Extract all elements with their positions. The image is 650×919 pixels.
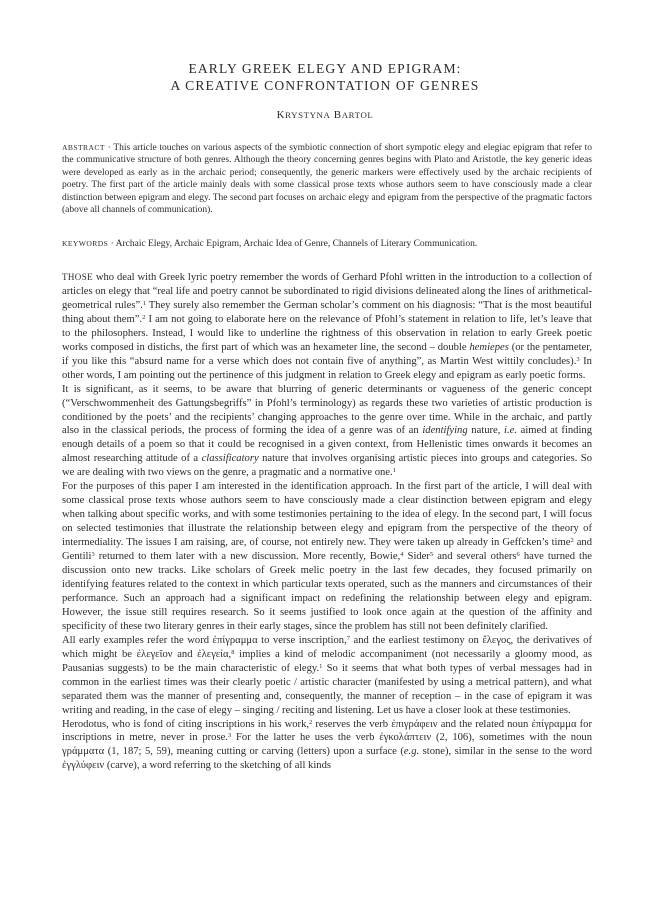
text-run: and Gentili bbox=[62, 537, 592, 563]
author-first-initial: K bbox=[276, 109, 286, 121]
footnote-ref[interactable]: 3 bbox=[91, 551, 95, 559]
title-line-2: A CREATIVE CONFRONTATION OF GENRES bbox=[170, 78, 480, 93]
italic-term: identifying bbox=[422, 425, 468, 437]
text-run: stone), similar in the sense to the word ἐγγλύφειν (carve), a word referring to the sketching of all kinds bbox=[62, 746, 592, 772]
italic-term: i.e. bbox=[504, 425, 517, 437]
italic-term: hemiepes bbox=[469, 341, 509, 353]
text-run: It is significant, as it seems, to be aware that blurring of generic determinants or vagueness of the generic concept (“Verschwommenheit des Gattungsbegriffs” in Pfohl’s terminology) as regards these two varieties of artistic production is conditioned by the poets’ and the recipients’ changing approaches to the genre over time. While in the archaic, and partly also in the classical periods, the process of forming the idea of a genre was of an bbox=[62, 383, 592, 437]
article-title bbox=[0, 60, 650, 94]
text-run: (or the pentameter, if you like this “absurd name for a verse which does not contain five of anything”, as Martin West wittily concludes). bbox=[62, 341, 592, 367]
abstract bbox=[62, 142, 592, 216]
abstract-label: ABSTRACT bbox=[62, 143, 105, 152]
text-run: Herodotus, who is fond of citing inscriptions in his work, bbox=[62, 718, 310, 730]
text-run: All early examples refer the word ἐπίγραμμα to verse inscription, bbox=[62, 634, 347, 646]
text-run: implies a kind of melodic accompaniment (not necessarily a gloomy mood, as Pausanias suggests) to be the main characteristic of elegy. bbox=[62, 648, 592, 674]
footnote-ref[interactable]: 3 bbox=[576, 355, 580, 363]
text-run: Sider bbox=[403, 551, 430, 563]
footnote-ref[interactable]: 1 bbox=[142, 299, 147, 307]
footnote-ref[interactable]: 7 bbox=[346, 634, 350, 642]
text-run: In other words, I am pointing out the pertinence of this judgment in relation to Greek elegy and epigram as early poetic forms. bbox=[62, 355, 592, 381]
paragraph-1 bbox=[62, 271, 592, 383]
paragraph-3 bbox=[62, 480, 592, 633]
footnote-ref[interactable]: 2 bbox=[142, 313, 146, 321]
text-run: For the purposes of this paper I am interested in the identification approach. In the first part of the article, I will deal with some classical prose texts whose authors seem to have consciously made a clear distinction between epigram and elegy when talking about specific works, and with some testimonies pertaining to the idea of elegy. In the second part, I will focus on selected testimonies that illustrate the relationship between elegy and epigram from the perspective of the theory of intermediality. The issues I am raising, are, of course, not entirely new. They were taken up already in Geffcken’s time bbox=[62, 481, 592, 549]
text-run: and the earliest testimony on ἔλεγος, the derivatives of which might be ἐλεγεῖον and ἐλεγεία, bbox=[62, 634, 592, 660]
title-line-1: EARLY GREEK ELEGY AND EPIGRAM: bbox=[188, 61, 462, 76]
author-last-initial: B bbox=[333, 109, 342, 121]
keywords-text: · Archaic Elegy, Archaic Epigram, Archaic Idea of Genre, Channels of Literary Communication. bbox=[108, 239, 478, 249]
abstract-text: · This article touches on various aspects of the symbiotic connection of short sympotic elegy and elegiac epigram that refer to the communicative structure of both genres. Although the theory concerning genres begins with Plato and Aristotle, the key generic ideas were developed as early as in the archaic period; consequently, the generic markers were effectively used by the archaic recipients of poetry. The first part of the article mainly deals with some classical prose texts whose authors seem to have consciously made a clear distinction between epigram and elegy. The second part focuses on archaic elegy and epigram from the perspective of the pragmatic factors (above all channels of communication). bbox=[62, 143, 592, 216]
author-name bbox=[0, 109, 650, 121]
lead-word: THOSE bbox=[62, 272, 93, 282]
keywords bbox=[62, 238, 592, 250]
text-run: who deal with Greek lyric poetry remember the words of Gerhard Pfohl written in the introduction to a collection of articles on elegy that “real life and poetry cannot be subordinated to rigid divisions delineated along the lines of arithmetical-geometrical rules”. bbox=[62, 272, 592, 311]
italic-term: classificatory bbox=[201, 453, 259, 465]
footnote-ref[interactable]: 4 bbox=[400, 551, 404, 559]
text-run: nature that involves organising artistic pieces into groups and categories. So we are dealing with two views on the genre, a pragmatic and a normative one. bbox=[62, 453, 592, 479]
italic-term: e.g. bbox=[403, 746, 420, 758]
author-last-rest: ARTOL bbox=[341, 110, 374, 120]
footnote-ref[interactable]: 3 bbox=[227, 732, 232, 740]
paragraph-5 bbox=[62, 718, 592, 774]
author-first-rest: RYSTYNA bbox=[285, 110, 331, 120]
keywords-label: KEYWORDS bbox=[62, 239, 109, 248]
text-run: I am not going to elaborate here on the relevance of Pfohl’s statement in relation to life, let’s leave that to the philosophers. Instead, I would like to underline the rightness of this observation in relation to early Greek poetic works composed in distichs, the first part of which was an hexameter line, the second – double bbox=[62, 313, 592, 353]
footnote-ref[interactable]: 5 bbox=[429, 551, 434, 559]
article-body bbox=[62, 271, 592, 773]
footnote-ref[interactable]: 1 bbox=[392, 467, 396, 475]
paragraph-2 bbox=[62, 383, 592, 481]
text-run: They surely also remember the German scholar’s comment on his diagnosis: “That is the most beautiful thing about them”. bbox=[62, 299, 592, 325]
footnote-ref[interactable]: 2 bbox=[309, 718, 313, 726]
footnote-ref[interactable]: 6 bbox=[516, 551, 520, 559]
text-run: So it seems that what both types of verbal messages had in common in the earliest times was their clearly poetic / artistic character (manifested by using a metrical pattern), and what separated them was the manner of presenting and, consequently, the manner of reception – in the case of epigram it was writing and reading, in the case of elegy – singing / reciting and listening. Let us have a closer look at these testimonies. bbox=[62, 662, 593, 716]
text-run: For the latter he uses the verb ἐγκολάπτειν (2, 106), sometimes with the noun γράμματα (1, 187; 5, 59), meaning cutting or carving (letters) upon a surface ( bbox=[62, 732, 592, 758]
text-run: have turned the discussion onto new tracks. Like scholars of Greek melic poetry in the last few decades, they focused primarily on identifying features related to the context in which particular texts operated, such as the manners and circumstances of their performance. Such an approach had a significant impact on redefining the relationship between elegy and epigram. However, the issue still requires research. So it seems justified to look once again at the question of the affinity and specificity of these two literary genres in their early stages, since the problem has still not been definitely clarified. bbox=[62, 551, 592, 632]
footnote-ref[interactable]: 2 bbox=[570, 537, 574, 545]
text-run: and several others bbox=[433, 551, 517, 563]
footnote-ref[interactable]: 8 bbox=[231, 648, 235, 656]
paragraph-4 bbox=[62, 634, 592, 718]
text-run: returned to them later with a new discussion. More recently, Bowie, bbox=[94, 551, 401, 563]
text-run: nature, bbox=[467, 425, 505, 437]
text-run: aimed at finding enough details of a poem so that it could be recognised in a given context, from Hellenistic times onwards it becomes an almost researching attitude of a bbox=[62, 425, 593, 465]
text-run: reserves the verb ἐπιγράφειν and the related noun ἐπίγραμμα for inscriptions in metre, never in prose. bbox=[62, 718, 592, 744]
footnote-ref[interactable]: 1 bbox=[319, 662, 323, 670]
